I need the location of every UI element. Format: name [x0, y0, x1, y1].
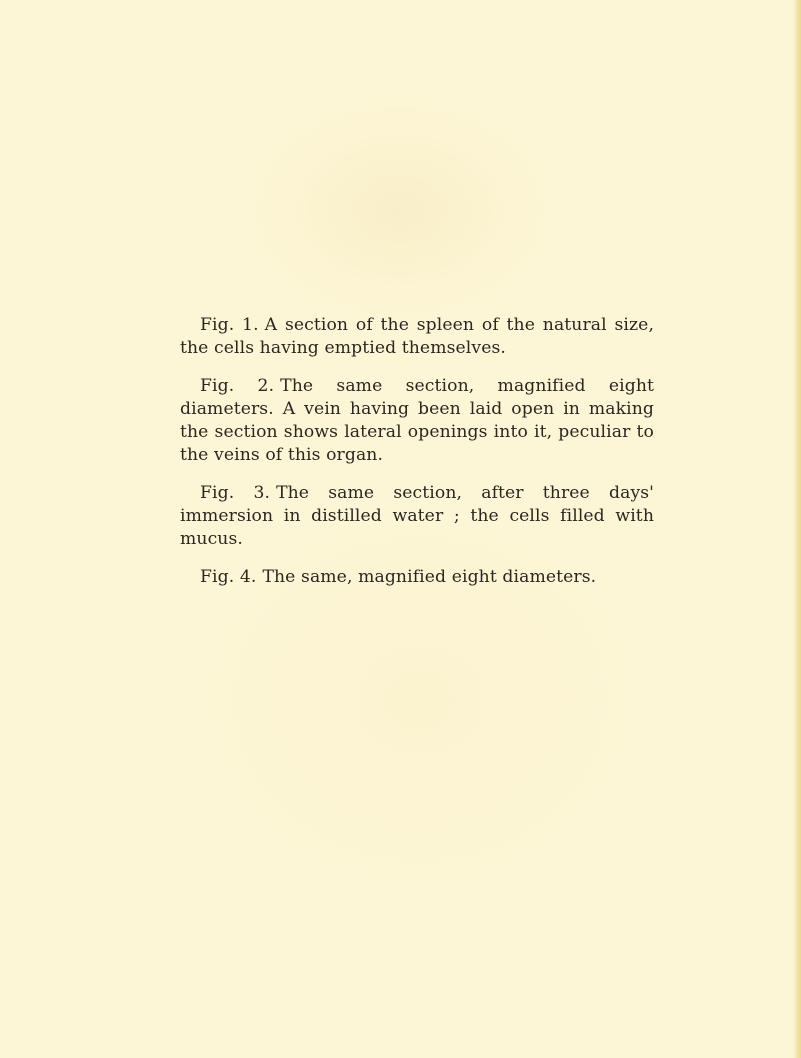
caption-text: A section of the spleen of the natural size, the cells having emptied themselves. — [180, 315, 655, 358]
caption-label: Fig. 3. — [200, 483, 271, 503]
caption-text: The same, magnified eight diameters. — [262, 567, 597, 587]
caption-fig-1 — [180, 314, 654, 360]
caption-label: Fig. 2. — [200, 376, 275, 396]
figure-captions — [180, 314, 654, 589]
caption-text: The same section, after three days' immersion in distilled water ; the cells filled with mucus. — [180, 483, 655, 549]
caption-text: The same section, magnified eight diameters. A vein having been laid open in making the section shows lateral openings into it, peculiar to the veins of this organ. — [180, 376, 655, 465]
caption-fig-4 — [180, 566, 654, 589]
caption-label: Fig. 4. — [200, 567, 257, 587]
caption-fig-3 — [180, 482, 654, 551]
page-edge — [793, 0, 801, 1058]
caption-fig-2 — [180, 375, 654, 467]
caption-label: Fig. 1. — [200, 315, 259, 335]
